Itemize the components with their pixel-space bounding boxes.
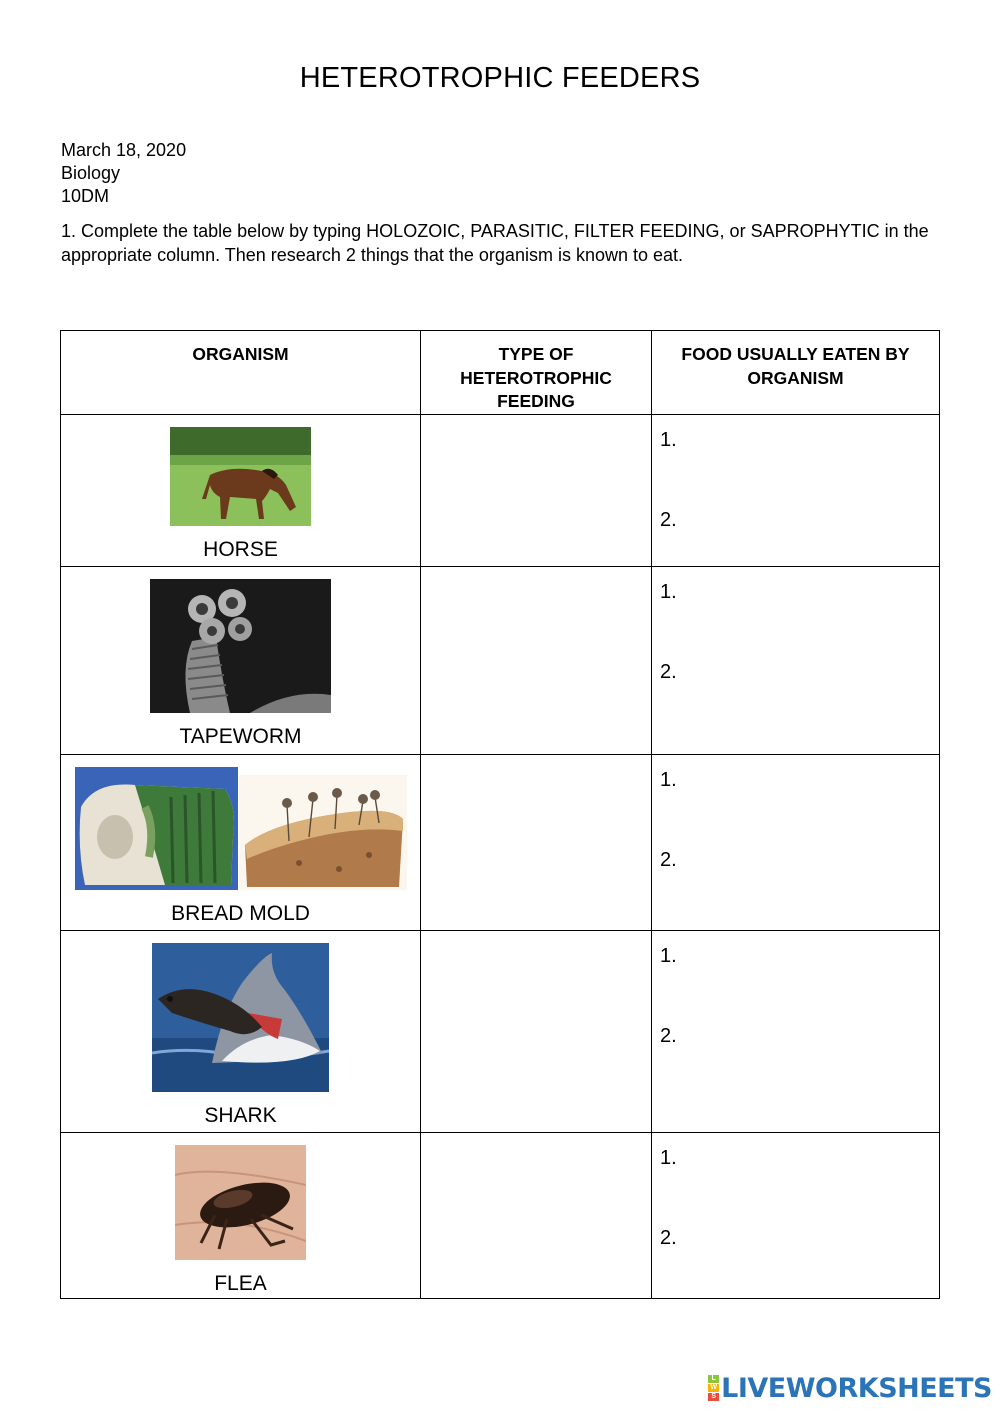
food-item-1[interactable]: 1.: [660, 429, 677, 451]
tapeworm-image: [150, 579, 331, 713]
organism-name: HORSE: [203, 538, 278, 561]
date-text: March 18, 2020: [61, 140, 187, 160]
organism-cell: [61, 567, 421, 755]
flea-image: [175, 1145, 306, 1260]
organism-cell: [61, 415, 421, 567]
food-cell: [652, 755, 940, 931]
food-item-2[interactable]: 2.: [660, 509, 677, 531]
table-row: [61, 931, 940, 1133]
table-row: [61, 567, 940, 755]
food-item-2[interactable]: 2.: [660, 661, 677, 683]
organism-name: TAPEWORM: [179, 725, 302, 748]
organism-name: SHARK: [204, 1104, 277, 1127]
food-item-2[interactable]: 2.: [660, 1227, 677, 1249]
table-row: [61, 755, 940, 931]
shark-image: [152, 943, 329, 1092]
food-cell: [652, 1133, 940, 1299]
liveworksheets-logo: [708, 1373, 992, 1403]
organism-name: BREAD MOLD: [171, 902, 310, 925]
feeding-type-answer[interactable]: [421, 1133, 652, 1299]
organism-cell: [61, 1133, 421, 1299]
food-item-2[interactable]: 2.: [660, 1025, 677, 1047]
table-row: [61, 415, 940, 567]
feeding-type-answer[interactable]: [421, 755, 652, 931]
subject-text: Biology: [61, 163, 121, 183]
food-cell: [652, 931, 940, 1133]
feeding-type-answer[interactable]: [421, 415, 652, 567]
header-organism: ORGANISM: [61, 331, 421, 415]
heterotroph-table: [60, 330, 940, 1299]
food-item-1[interactable]: 1.: [660, 1147, 677, 1169]
feeding-type-answer[interactable]: [421, 567, 652, 755]
organism-name: FLEA: [214, 1272, 267, 1295]
table-row: [61, 1133, 940, 1299]
food-item-1[interactable]: 1.: [660, 581, 677, 603]
class-text: 10DM: [61, 186, 110, 206]
horse-image: [170, 427, 311, 526]
table-header-row: [61, 331, 940, 415]
organism-cell: [61, 755, 421, 931]
instructions-text: 1. Complete the table below by typing HOLOZOIC, PARASITIC, FILTER FEEDING, or SAPROPHYTIC in the appropriate column. Then research 2 things that the organism is known to eat.: [61, 221, 929, 265]
page-title: HETEROTROPHIC FEEDERS: [299, 62, 701, 94]
header-food: FOOD USUALLY EATEN BY ORGANISM: [652, 331, 940, 415]
moldy-bread-image: [75, 767, 238, 890]
feeding-type-answer[interactable]: [421, 931, 652, 1133]
food-cell: [652, 567, 940, 755]
header-feeding-type: TYPE OF HETEROTROPHIC FEEDING: [421, 331, 652, 415]
food-item-1[interactable]: 1.: [660, 769, 677, 791]
organism-cell: [61, 931, 421, 1133]
mold-diagram-image: [239, 775, 407, 890]
food-item-2[interactable]: 2.: [660, 849, 677, 871]
food-cell: [652, 415, 940, 567]
logo-text: LIVEWORKSHEETS: [721, 1372, 992, 1404]
food-item-1[interactable]: 1.: [660, 945, 677, 967]
logo-mark-icon: L W S: [708, 1375, 719, 1402]
header-info: [61, 139, 186, 208]
